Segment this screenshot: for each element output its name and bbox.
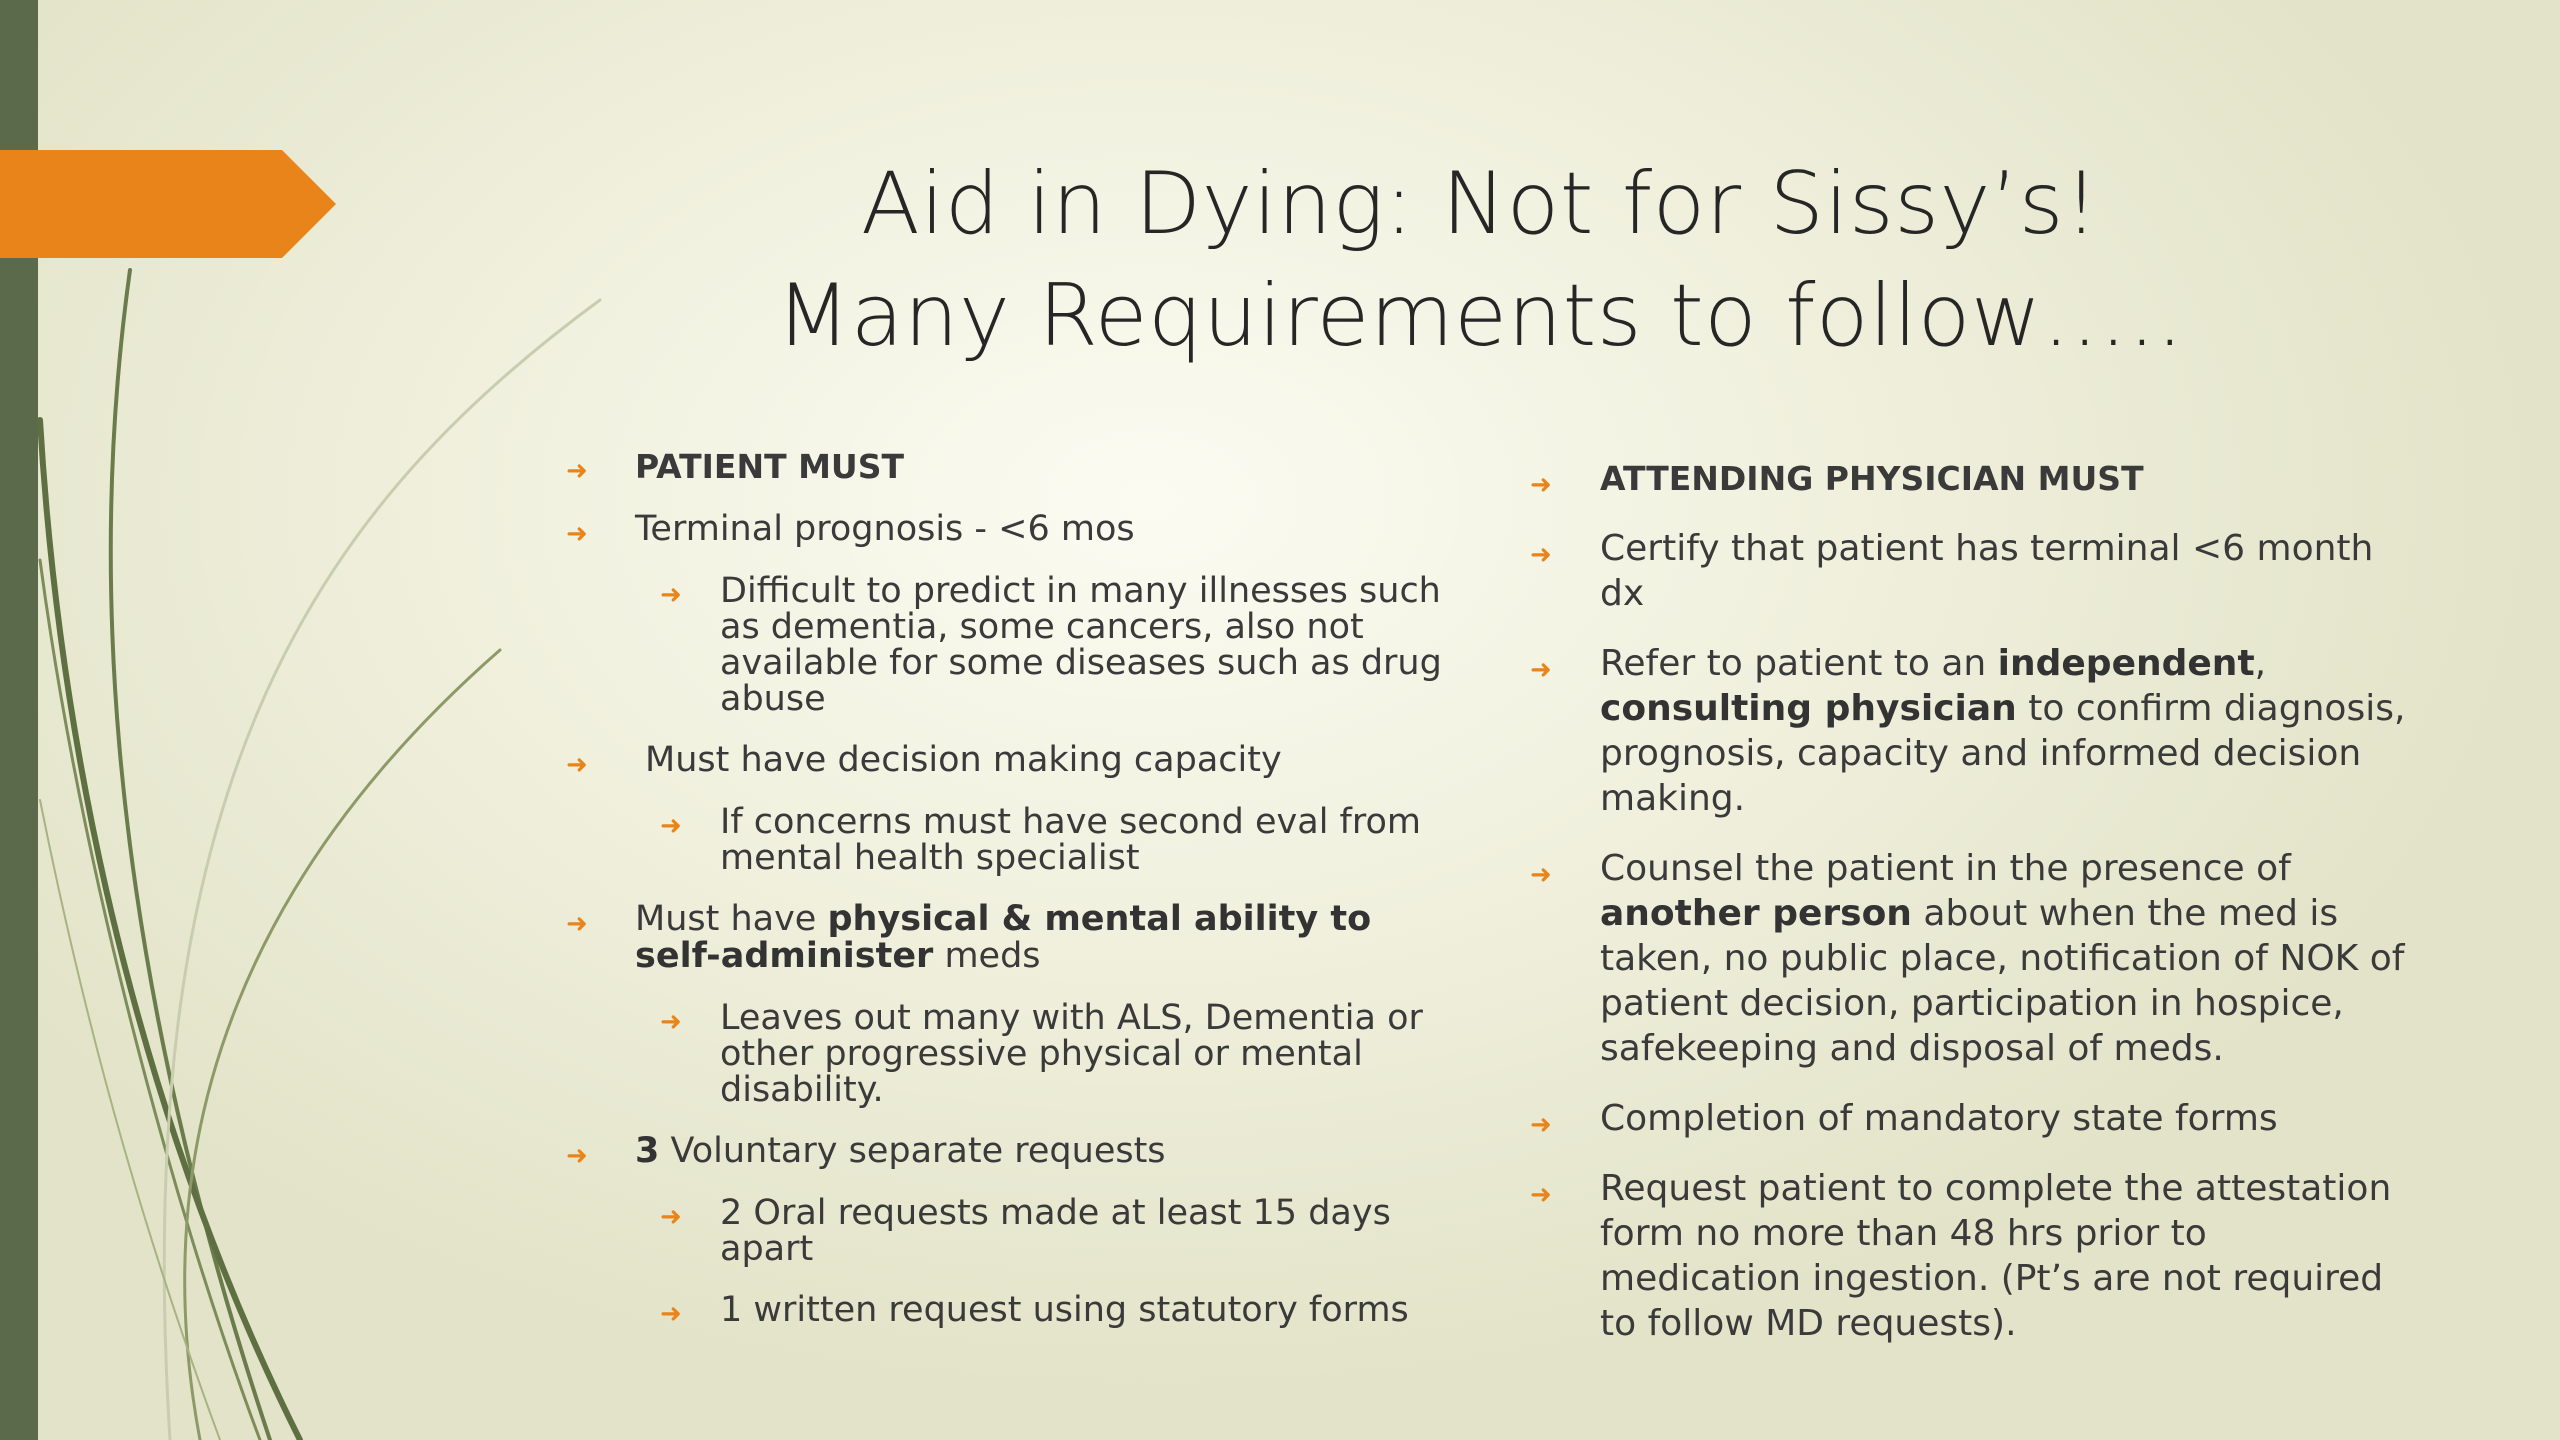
arrow-bullet-icon: ➜	[660, 1299, 682, 1329]
arrow-bullet-icon: ➜	[566, 750, 588, 780]
refer-independent: independent	[1997, 643, 2255, 684]
list-item	[565, 1133, 1465, 1170]
ability-subtext: Leaves out many with ALS, Dementia or other progressive physical or mental disability.	[720, 998, 1423, 1110]
arrow-bullet-icon: ➜	[1530, 1110, 1552, 1140]
orange-arrow-shape	[0, 150, 340, 258]
arrow-bullet-icon: ➜	[1530, 860, 1552, 890]
prognosis-text: Terminal prognosis - <6 mos	[635, 509, 1135, 549]
arrow-bullet-icon: ➜	[1530, 470, 1552, 500]
physician-requirements-list	[1530, 456, 2410, 1371]
arrow-bullet-icon: ➜	[566, 909, 588, 939]
arrow-bullet-icon: ➜	[1530, 655, 1552, 685]
requests-text: Voluntary separate requests	[659, 1131, 1166, 1171]
list-item	[1530, 1096, 2410, 1141]
capacity-text: Must have decision making capacity	[645, 740, 1282, 780]
list-item	[1530, 1166, 2410, 1346]
arrow-bullet-icon: ➜	[660, 580, 682, 610]
refer-comma: ,	[2254, 643, 2267, 684]
refer-text-post: to confirm diagnosis, prognosis, capacity and informed decision making.	[1600, 688, 2406, 819]
arrow-bullet-icon: ➜	[566, 456, 588, 486]
list-item	[1530, 456, 2410, 501]
forms-text: Completion of mandatory state forms	[1600, 1098, 2278, 1139]
prognosis-subtext: Difficult to predict in many illnesses such as dementia, some cancers, also not available for some diseases such as drug abuse	[720, 571, 1442, 719]
list-item	[1530, 526, 2410, 616]
arrow-bullet-icon: ➜	[566, 519, 588, 549]
list-item	[565, 742, 1465, 779]
refer-text-pre: Refer to patient to an	[1600, 643, 1998, 684]
attestation-text: Request patient to complete the attestation form no more than 48 hrs prior to medication ingestion. (Pt’s are not required to follow MD requests).	[1600, 1168, 2392, 1344]
list-subitem	[565, 573, 1465, 717]
list-item	[1530, 641, 2410, 821]
list-subitem	[565, 1292, 1465, 1328]
arrow-bullet-icon: ➜	[566, 1141, 588, 1171]
arrow-bullet-icon: ➜	[660, 1007, 682, 1037]
arrow-bullet-icon: ➜	[660, 1202, 682, 1232]
counsel-text-post: about when the med is taken, no public place, notification of NOK of patient decision, participation in hospice, safekeeping and disposal of meds.	[1600, 893, 2405, 1069]
list-item	[1530, 846, 2410, 1071]
patient-must-heading: PATIENT MUST	[635, 447, 904, 486]
counsel-another-person: another person	[1600, 893, 1912, 934]
arrow-bullet-icon: ➜	[660, 811, 682, 841]
list-subitem	[565, 1000, 1465, 1108]
list-item	[565, 511, 1465, 548]
list-subitem	[565, 804, 1465, 876]
written-request-text: 1 written request using statutory forms	[720, 1290, 1409, 1330]
physician-must-heading: ATTENDING PHYSICIAN MUST	[1600, 459, 2144, 498]
ability-text-post: meds	[933, 936, 1041, 976]
requests-count: 3	[635, 1131, 660, 1171]
refer-consulting-physician: consulting physician	[1600, 688, 2017, 729]
counsel-text-pre: Counsel the patient in the presence of	[1600, 848, 2291, 889]
capacity-subtext: If concerns must have second eval from mental health specialist	[720, 802, 1422, 878]
title-line-2: Many Requirements to follow…..	[776, 266, 2184, 366]
certify-text: Certify that patient has terminal <6 month dx	[1600, 528, 2374, 614]
list-item	[565, 901, 1465, 975]
list-subitem	[565, 1195, 1465, 1267]
ability-text-bold: physical & mental ability to self-administer	[635, 899, 1372, 976]
slide-title	[560, 148, 2400, 372]
patient-requirements-list	[565, 448, 1465, 1353]
list-item	[565, 448, 1465, 486]
arrow-bullet-icon: ➜	[1530, 540, 1552, 570]
arrow-bullet-icon: ➜	[1530, 1180, 1552, 1210]
title-line-1: Aid in Dying: Not for Sissy’s!	[860, 154, 2100, 254]
ability-text-pre: Must have	[635, 899, 828, 939]
oral-requests-text: 2 Oral requests made at least 15 days apart	[720, 1193, 1391, 1269]
